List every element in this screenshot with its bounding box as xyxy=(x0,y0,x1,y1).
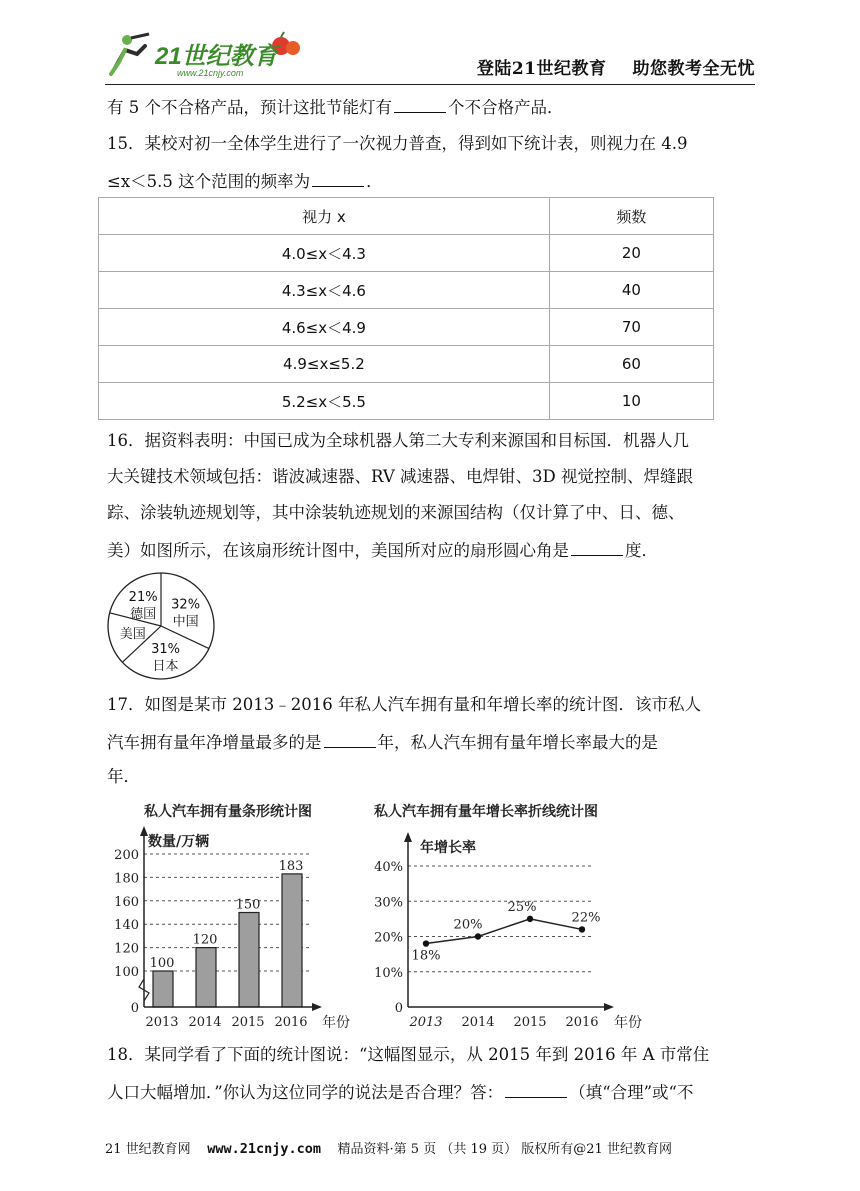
bar-x-arrow xyxy=(312,1003,322,1011)
bar-chart-title: 私人汽车拥有量条形统计图 xyxy=(144,804,312,820)
footer-copyright: 精品资料·第 5 页 （共 19 页） 版权所有@21 世纪教育网 xyxy=(337,1142,672,1157)
question-18-line1: 18．某同学看了下面的统计图说：“这幅图显示，从 2015 年到 2016 年 A 市常住 xyxy=(107,1045,710,1064)
logo-text: 21世纪教育 xyxy=(155,43,278,70)
bar-chart-ylabel: 数量/万辆 xyxy=(148,834,210,850)
line-point xyxy=(527,916,533,922)
page-header xyxy=(105,28,755,85)
question-16-line3: 踪、涂装轨迹规划等，其中涂装轨迹规划的来源国结构（仅计算了中、日、德、 xyxy=(107,503,685,522)
text-span: （填“合理”或“不 xyxy=(569,1083,694,1102)
text-span: ． xyxy=(366,172,383,191)
question-15-line1: 15．某校对初一全体学生进行了一次视力普查，得到如下统计表，则视力在 4.9 xyxy=(107,134,688,153)
table-cell: 40 xyxy=(549,272,713,309)
line-point xyxy=(475,933,481,939)
bar xyxy=(239,913,259,1008)
table-cell: 4.9≤x≤5.2 xyxy=(99,346,550,383)
table-cell: 4.3≤x＜4.6 xyxy=(99,272,550,309)
line-chart-ylabel: 年增长率 xyxy=(420,840,476,856)
slogan-left: 登陆21世纪教育 xyxy=(476,59,607,79)
pie-slice-label: 日本 xyxy=(152,658,179,674)
line-ytick-label: 30% xyxy=(374,895,403,911)
bar-chart-xlabel: 年份 xyxy=(322,1015,350,1031)
question-17-line2 xyxy=(107,729,658,755)
question-17-line1: 17．如图是某市 2013﹣2016 年私人汽车拥有量和年增长率的统计图．该市私人 xyxy=(107,695,701,714)
bar-ytick-label: 140 xyxy=(114,918,139,934)
answer-blank xyxy=(312,168,364,187)
bar-value-label: 120 xyxy=(192,932,218,948)
line-chart-title: 私人汽车拥有量年增长率折线统计图 xyxy=(374,804,598,820)
bar xyxy=(196,948,216,1007)
text-span: ≤x＜5.5 这个范围的频率为 xyxy=(107,172,311,191)
bar-ytick-label: 200 xyxy=(114,848,139,863)
pie-chart xyxy=(104,570,224,682)
line-value-label: 25% xyxy=(507,899,537,915)
bar-ytick-label: 180 xyxy=(114,871,139,887)
car-charts xyxy=(104,796,664,1036)
vision-table xyxy=(98,197,714,420)
table-row xyxy=(99,272,714,309)
line-x-arrow xyxy=(604,1003,614,1011)
answer-blank xyxy=(505,1079,567,1098)
site-logo xyxy=(105,28,305,80)
table-cell: 4.6≤x＜4.9 xyxy=(99,309,550,346)
line-xtick-label: 2016 xyxy=(565,1015,599,1030)
line-value-label: 18% xyxy=(411,948,441,964)
bar-ytick-label: 100 xyxy=(114,965,139,980)
text-line xyxy=(107,94,564,120)
question-17-line3: 年． xyxy=(107,767,140,786)
slogan-right: 助您教考全无忧 xyxy=(632,59,755,79)
text-span: 年，私人汽车拥有量年增长率最大的是 xyxy=(377,733,658,752)
question-16-line4 xyxy=(107,537,658,563)
table-cell: 70 xyxy=(549,309,713,346)
bar xyxy=(282,874,302,1007)
table-cell: 5.2≤x＜5.5 xyxy=(99,383,550,420)
growth-rate-line xyxy=(426,919,582,944)
bar-ytick-label: 120 xyxy=(114,941,139,957)
bar-xtick-label: 2015 xyxy=(231,1015,265,1030)
bar-value-label: 100 xyxy=(149,956,175,971)
answer-blank xyxy=(324,729,376,748)
answer-blank xyxy=(394,94,446,113)
bar-value-label: 183 xyxy=(278,858,304,874)
pie-slice-label: 中国 xyxy=(172,614,199,630)
text-span: 人口大幅增加．”你认为这位同学的说法是否合理？答： xyxy=(107,1083,504,1102)
text-span: 有 5 个不合格产品，预计这批节能灯有 xyxy=(107,98,392,117)
pie-slice-percent: 32% xyxy=(171,597,201,613)
runner-icon xyxy=(111,34,149,74)
line-point xyxy=(579,926,585,932)
bar xyxy=(153,971,173,1007)
bar-ytick-label: 0 xyxy=(130,1001,139,1016)
table-header-cell: 频数 xyxy=(549,198,713,235)
line-chart-xlabel: 年份 xyxy=(614,1015,642,1031)
line-xtick-label: 2014 xyxy=(461,1015,495,1030)
table-cell: 20 xyxy=(549,235,713,272)
table-header-row xyxy=(99,198,714,235)
table-row xyxy=(99,235,714,272)
line-ytick-label: 0 xyxy=(394,1001,403,1016)
page-footer xyxy=(105,1138,672,1157)
question-16-line1: 16．据资料表明：中国已成为全球机器人第二大专利来源国和目标国．机器人几 xyxy=(107,431,689,450)
line-y-arrow xyxy=(404,832,412,842)
pie-slice-label: 美国 xyxy=(119,627,146,643)
answer-blank xyxy=(571,537,623,556)
pie-slice-percent: 31% xyxy=(151,641,181,657)
line-value-label: 22% xyxy=(571,910,601,926)
logo-url: www.21cnjy.com xyxy=(177,68,244,78)
table-cell: 4.0≤x＜4.3 xyxy=(99,235,550,272)
table-header-cell: 视力 x xyxy=(99,198,550,235)
line-ytick-label: 40% xyxy=(374,860,403,875)
line-point xyxy=(423,940,429,946)
header-slogan xyxy=(451,54,755,79)
line-value-label: 20% xyxy=(453,917,483,933)
table-cell: 10 xyxy=(549,383,713,420)
question-15-line2 xyxy=(107,168,383,194)
pie-slice-label: 德国 xyxy=(130,606,157,622)
bar-xtick-label: 2014 xyxy=(188,1015,222,1030)
footer-site: 21 世纪教育网 xyxy=(105,1142,191,1157)
table-cell: 60 xyxy=(549,346,713,383)
table-row xyxy=(99,383,714,420)
bar-xtick-label: 2016 xyxy=(274,1015,308,1030)
line-xtick-label: 2013 xyxy=(409,1015,443,1030)
bar-y-arrow xyxy=(140,826,148,836)
footer-url[interactable]: www.21cnjy.com xyxy=(207,1141,322,1157)
text-span: 汽车拥有量年净增量最多的是 xyxy=(107,733,322,752)
text-span: 度． xyxy=(625,541,658,560)
bar-ytick-label: 160 xyxy=(114,894,139,910)
text-span: 个不合格产品． xyxy=(448,98,564,117)
table-row xyxy=(99,346,714,383)
question-16-line2: 大关键技术领域包括：谐波减速器、RV 减速器、电焊钳、3D 视觉控制、焊缝跟 xyxy=(107,467,693,486)
pie-slice-percent: 21% xyxy=(128,589,158,605)
bar-value-label: 150 xyxy=(235,897,261,913)
line-ytick-label: 20% xyxy=(374,930,403,946)
line-ytick-label: 10% xyxy=(374,965,403,981)
bar-xtick-label: 2013 xyxy=(145,1015,179,1030)
question-18-line2 xyxy=(107,1079,694,1105)
text-span: 美）如图所示，在该扇形统计图中，美国所对应的扇形圆心角是 xyxy=(107,541,569,560)
table-row xyxy=(99,309,714,346)
line-xtick-label: 2015 xyxy=(513,1015,547,1030)
